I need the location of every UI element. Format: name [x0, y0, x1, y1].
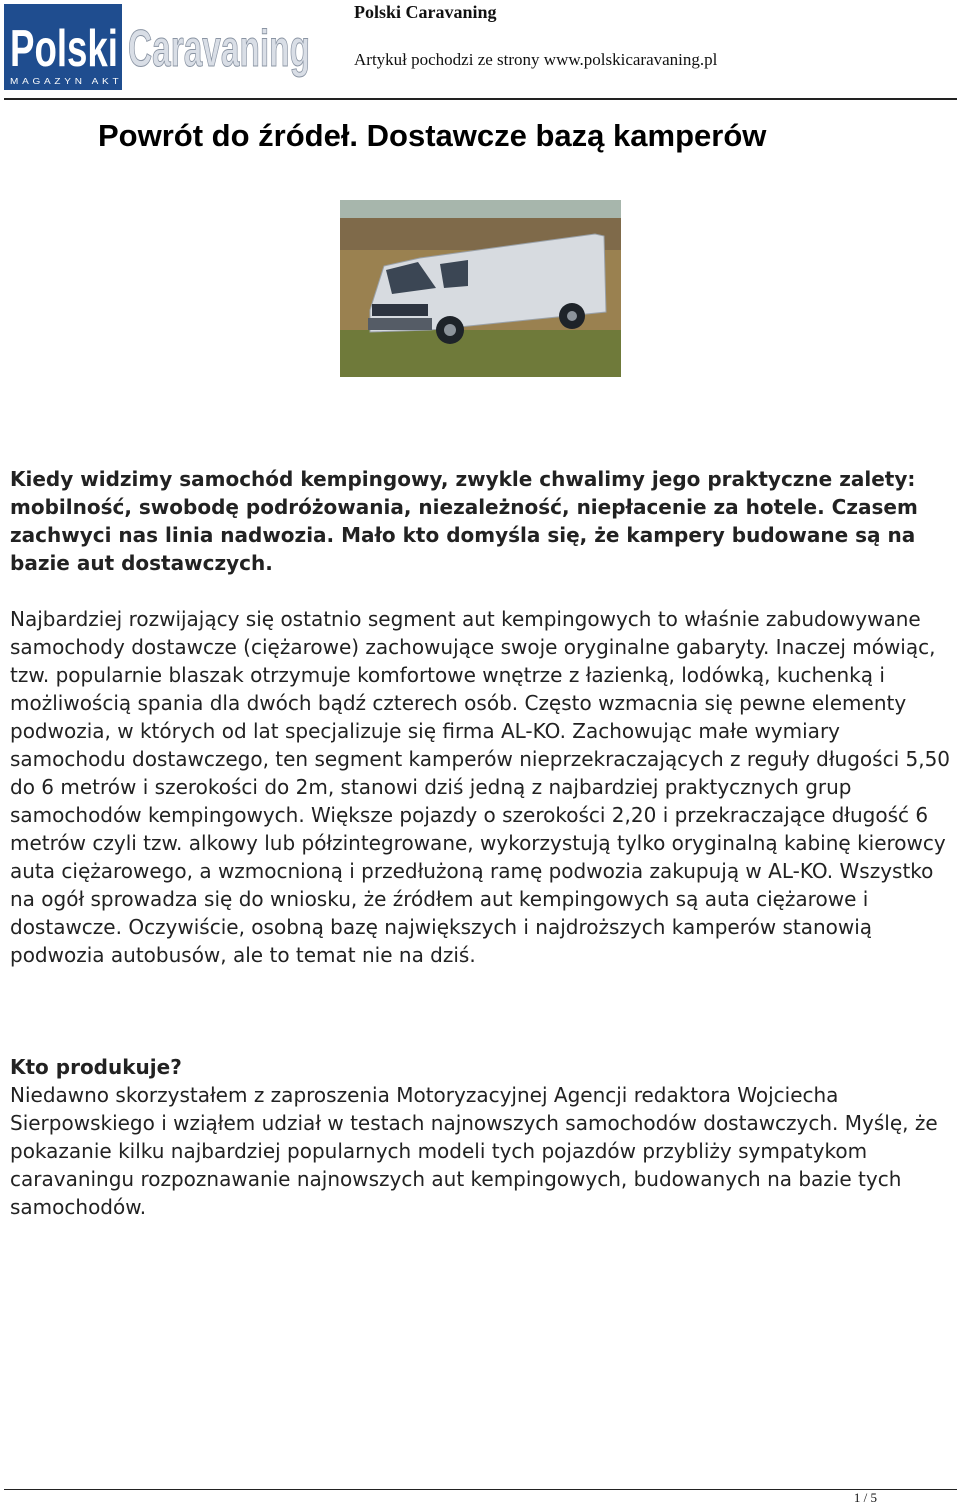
logo-word-caravaning: Caravaning — [128, 20, 310, 78]
logo-tagline: MAGAZYN AKTYWNEGO WYPOCZYNKU — [10, 77, 306, 86]
van-grille — [372, 304, 428, 316]
article-lead: Kiedy widzimy samochód kempingowy, zwykle chwalimy jego praktyczne zalety: mobilność, swobodę podróżowania, niezależność, niepłacenie za hotele. Czasem zachwyci nas linia nadwozia. Mało kto domyśla się, że kampery budowane są na bazie aut dostawczych. — [10, 467, 918, 575]
page-title: Powrót do źródeł. Dostawcze bazą kamperów — [98, 118, 767, 153]
section-heading-kto-produkuje: Kto produkuje? — [10, 1055, 182, 1079]
van-rear-hub — [567, 311, 577, 321]
van-photo — [340, 200, 621, 377]
van-front-hub — [444, 324, 456, 336]
article-paragraph-2: Niedawno skorzystałem z zaproszenia Motoryzacyjnej Agencji redaktora Wojciecha Sierpowskiego i wziąłem udział w testach najnowszych samochodów dostawczych. Myślę, że pokazanie kilku najbardziej popularnych modeli tych pojazdów przybliży sympatykom caravaningu rozpoznawanie najnowszych aut kempingowych, budowanych na bazie tych samochodów. — [10, 1083, 938, 1219]
logo-word-polski: Polski — [10, 20, 118, 78]
van-bumper — [368, 318, 432, 330]
footer-divider — [4, 1489, 957, 1490]
source-line: Artykuł pochodzi ze strony www.polskicaravaning.pl — [354, 50, 718, 69]
van-side-window — [440, 260, 468, 288]
photo-grass — [340, 330, 621, 377]
site-name: Polski Caravaning — [354, 2, 497, 22]
page-counter: 1 / 5 — [853, 1490, 877, 1505]
polski-caravaning-logo — [4, 4, 312, 90]
header-divider — [4, 98, 957, 100]
article-paragraph-1: Najbardziej rozwijający się ostatnio segment aut kempingowych to właśnie zabudowywane samochody dostawcze (ciężarowe) zachowujące swoje oryginalne gabaryty. Inaczej mówiąc, tzw. popularnie blaszak otrzymuje komfortowe wnętrze z łazienką, lodówką, kuchenką i możliwością spania dla dwóch bądź czterech osób. Często wzmacnia się pewne elementy podwozia, w których od lat specjalizuje się firma AL-KO. Zachowując małe wymiary samochodu dostawczego, ten segment kamperów nieprzekraczających z reguły długości 5,50 do 6 metrów i szerokości do 2m, stanowi dziś jedną z najbardziej praktycznych grup samochodów kempingowych. Większe pojazdy o szerokości 2,20 i przekraczające długość 6 metrów czyli tzw. alkowy lub półzintegrowane, wykorzystują tylko oryginalną kabinę kierowcy auta ciężarowego, a wzmocnioną i przedłużoną ramę podwozia zakupują w AL-KO. Wszystko na ogół sprowadza się do wniosku, że źródłem aut kempingowych są auta ciężarowe i dostawcze. Oczywiście, osobną bazę największych i najdroższych kamperów stanowią podwozia autobusów, ale to temat nie na dziś. — [10, 607, 951, 967]
